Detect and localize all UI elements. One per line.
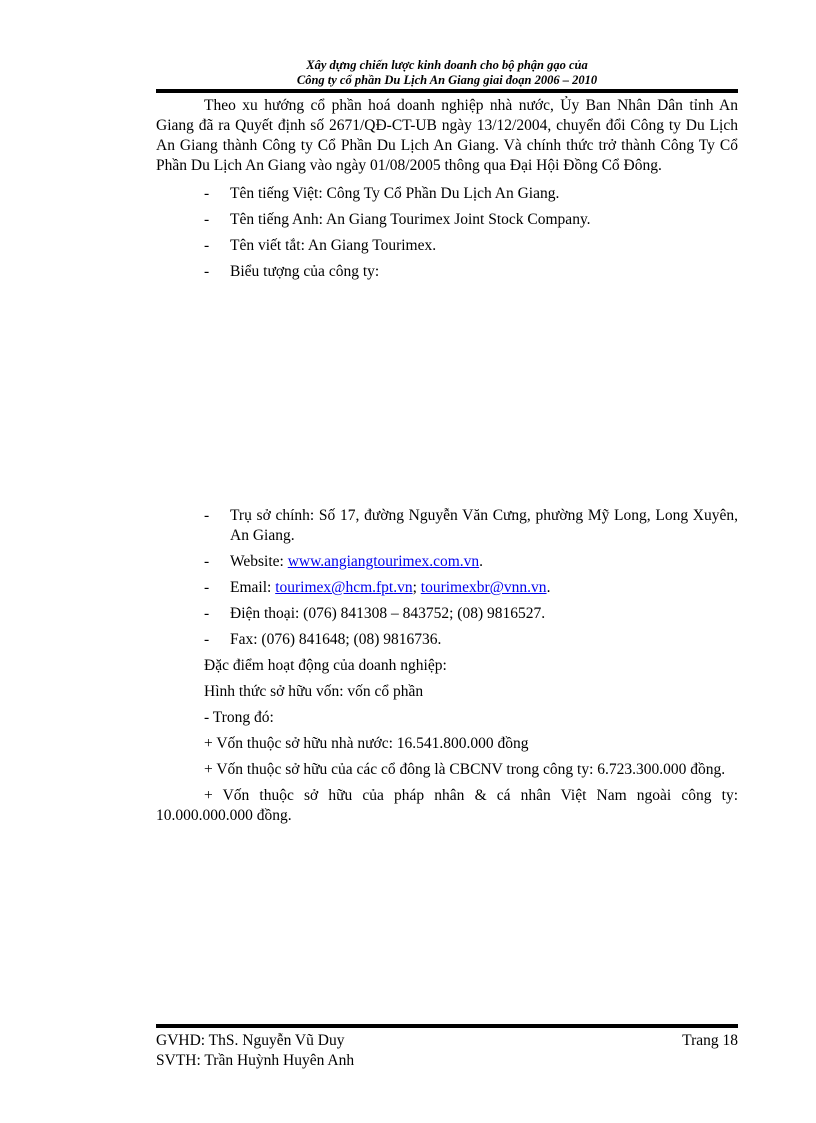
of-which-label: - Trong đó: <box>204 709 274 726</box>
intro-paragraph: Theo xu hướng cổ phần hoá doanh nghiệp nhà nước, Ủy Ban Nhân Dân tỉnh An Giang đã ra Quyết định số 2671/QĐ-CT-UB ngày 13/12/2004, chuyển đổi Công ty Du Lịch An Giang thành Công ty Cổ Phần Du Lịch An Giang. Và chính thức trở thành Công Ty Cổ Phần Du Lịch An Giang vào ngày 01/08/2005 thông qua Đại Hội Đồng Cổ Đông. <box>156 97 738 174</box>
list-item-english-name <box>156 210 738 230</box>
email-separator: ; <box>412 579 421 596</box>
list-item-logo <box>156 262 738 282</box>
external-capital: + Vốn thuộc sở hữu của pháp nhân & cá nhân Việt Nam ngoài công ty: 10.000.000.000 đồng. <box>156 787 738 824</box>
bullet-dash: - <box>204 605 210 622</box>
logo-label: Biểu tượng của công ty: <box>230 263 380 280</box>
bullet-dash: - <box>204 631 210 648</box>
bullet-dash: - <box>204 211 210 228</box>
email-link-2[interactable]: tourimexbr@vnn.vn <box>420 579 547 596</box>
footer-divider <box>156 1024 738 1028</box>
website-period: . <box>479 553 484 570</box>
operations-heading: Đặc điểm hoạt động của doanh nghiệp: <box>204 657 447 674</box>
bullet-dash: - <box>204 237 210 254</box>
list-item-abbreviation <box>156 236 738 256</box>
list-item-fax <box>156 630 738 650</box>
employee-capital: + Vốn thuộc sở hữu của các cổ đông là CBCNV trong công ty: 6.723.300.000 đồng. <box>204 761 726 778</box>
vietnamese-name: Tên tiếng Việt: Công Ty Cổ Phần Du Lịch An Giang. <box>230 185 560 202</box>
student-name: SVTH: Trần Huỳnh Huyên Anh <box>156 1052 355 1069</box>
list-item-phone <box>156 604 738 624</box>
page-footer <box>156 1031 738 1071</box>
bullet-dash: - <box>204 263 210 280</box>
fax-numbers: Fax: (076) 841648; (08) 9816736. <box>230 631 442 648</box>
bullet-dash: - <box>204 579 210 596</box>
running-header <box>156 58 738 88</box>
website-link[interactable]: www.angiangtourimex.com.vn <box>287 553 480 570</box>
header-divider <box>156 89 738 93</box>
english-name: Tên tiếng Anh: An Giang Tourimex Joint Stock Company. <box>230 211 591 228</box>
bullet-dash: - <box>204 185 210 202</box>
bullet-dash: - <box>204 507 210 524</box>
email-label: Email: <box>230 579 276 596</box>
page-number: Trang 18 <box>682 1032 738 1049</box>
bullet-dash: - <box>204 553 210 570</box>
list-item-headquarters <box>156 506 738 546</box>
header-line-2: Công ty cổ phần Du Lịch An Giang giai đoạn 2006 – 2010 <box>296 73 598 87</box>
headquarters-address: Trụ sở chính: Số 17, đường Nguyễn Văn Cưng, phường Mỹ Long, Long Xuyên, An Giang. <box>230 507 738 544</box>
header-line-1: Xây dựng chiến lược kinh doanh cho bộ phận gạo của <box>306 58 588 72</box>
list-item-email <box>156 578 738 598</box>
state-capital: + Vốn thuộc sở hữu nhà nước: 16.541.800.000 đồng <box>204 735 529 752</box>
footer-row-1 <box>156 1031 738 1051</box>
abbreviated-name: Tên viết tắt: An Giang Tourimex. <box>230 237 437 254</box>
phone-numbers: Điện thoại: (076) 841308 – 843752; (08) 9816527. <box>230 605 546 622</box>
body-content <box>156 96 738 826</box>
logo-placeholder <box>156 282 738 506</box>
list-item-website <box>156 552 738 572</box>
list-item-vietnamese-name <box>156 184 738 204</box>
ownership-type: Hình thức sở hữu vốn: vốn cổ phần <box>204 683 424 700</box>
website-label: Website: <box>230 553 288 570</box>
advisor-name: GVHD: ThS. Nguyễn Vũ Duy <box>156 1032 345 1049</box>
email-period: . <box>546 579 551 596</box>
email-link-1[interactable]: tourimex@hcm.fpt.vn <box>275 579 413 596</box>
